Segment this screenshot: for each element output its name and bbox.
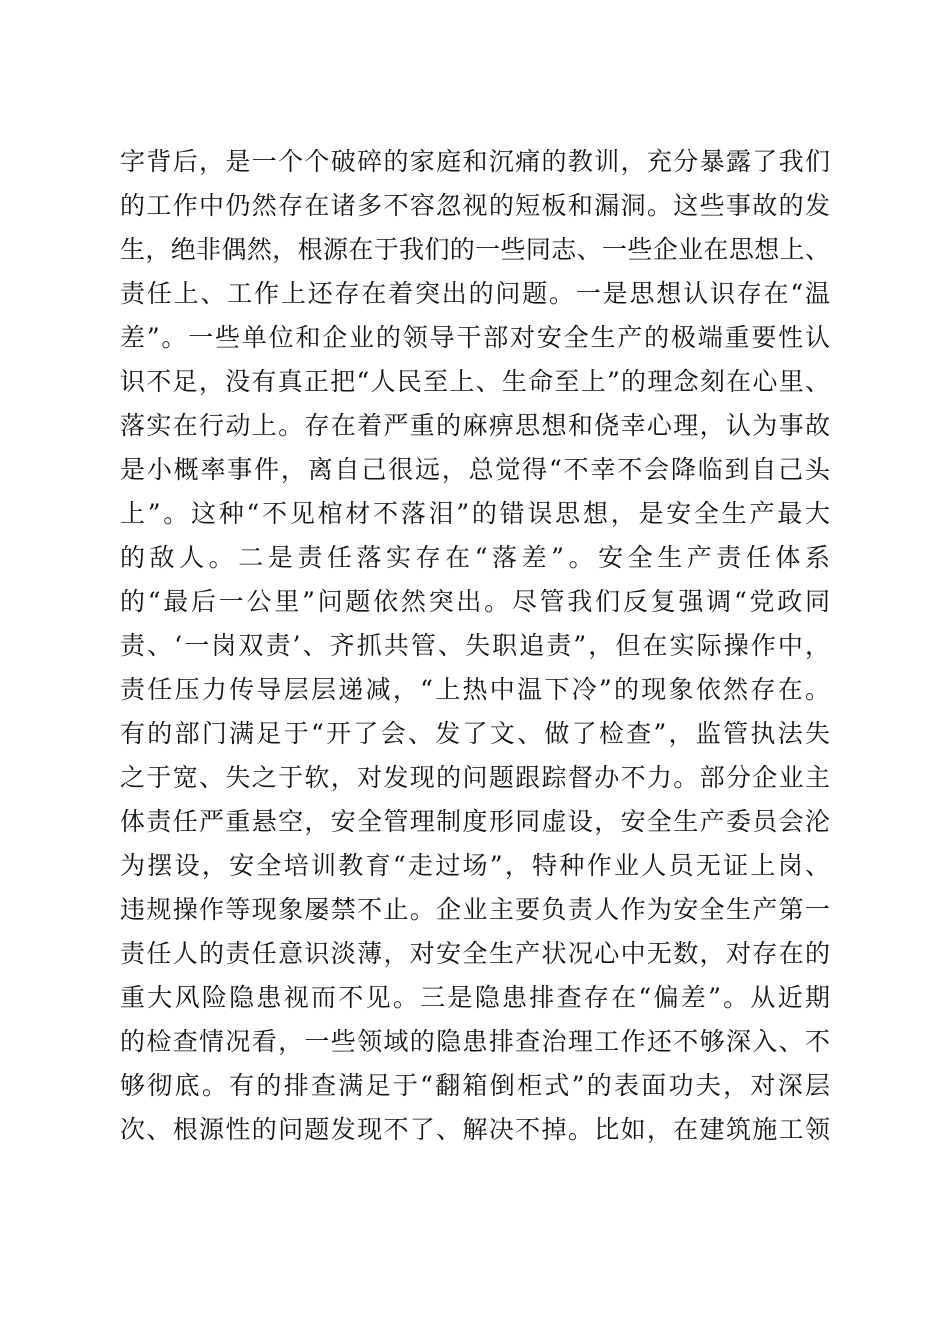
text-line: 为摆设，安全培训教育“走过场”，特种作业人员无证上岗、 <box>120 851 830 880</box>
text-line: 的检查情况看，一些领域的隐患排查治理工作还不够深入、不 <box>120 1027 830 1056</box>
text-line: 是小概率事件，离自己很远，总觉得“不幸不会降临到自己头 <box>120 455 830 484</box>
text-line: 次、根源性的问题发现不了、解决不掉。比如，在建筑施工领 <box>120 1115 830 1144</box>
text-line: 落实在行动上。存在着严重的麻痹思想和侥幸心理，认为事故 <box>120 411 830 440</box>
text-line: 差”。一些单位和企业的领导干部对安全生产的极端重要性认 <box>120 323 830 352</box>
text-line: 重大风险隐患视而不见。三是隐患排查存在“偏差”。从近期 <box>120 983 830 1012</box>
text-line: 字背后，是一个个破碎的家庭和沉痛的教训，充分暴露了我们 <box>120 147 830 176</box>
text-line: 体责任严重悬空，安全管理制度形同虚设，安全生产委员会沦 <box>120 807 830 836</box>
text-line: 生，绝非偶然，根源在于我们的一些同志、一些企业在思想上、 <box>120 235 830 264</box>
text-line: 的敌人。二是责任落实存在“落差”。安全生产责任体系 <box>120 543 830 572</box>
text-line: 够彻底。有的排查满足于“翻箱倒柜式”的表面功夫，对深层 <box>120 1071 830 1100</box>
text-line: 之于宽、失之于软，对发现的问题跟踪督办不力。部分企业主 <box>120 763 830 792</box>
text-line: 责、‘一岗双责’、齐抓共管、失职追责”，但在实际操作中， <box>120 631 830 660</box>
text-line: 的“最后一公里”问题依然突出。尽管我们反复强调“党政同 <box>120 587 830 616</box>
text-line: 违规操作等现象屡禁不止。企业主要负责人作为安全生产第一 <box>120 895 830 924</box>
text-line: 识不足，没有真正把“人民至上、生命至上”的理念刻在心里、 <box>120 367 830 396</box>
text-line: 责任上、工作上还存在着突出的问题。一是思想认识存在“温 <box>120 279 830 308</box>
text-line: 有的部门满足于“开了会、发了文、做了检查”，监管执法失 <box>120 719 830 748</box>
text-line: 上”。这种“不见棺材不落泪”的错误思想，是安全生产最大 <box>120 499 830 528</box>
text-line: 的工作中仍然存在诸多不容忽视的短板和漏洞。这些事故的发 <box>120 191 830 220</box>
text-line: 责任人的责任意识淡薄，对安全生产状况心中无数，对存在的 <box>120 939 830 968</box>
body-text <box>120 140 830 1152</box>
text-line: 责任压力传导层层递减，“上热中温下冷”的现象依然存在。 <box>120 675 830 704</box>
